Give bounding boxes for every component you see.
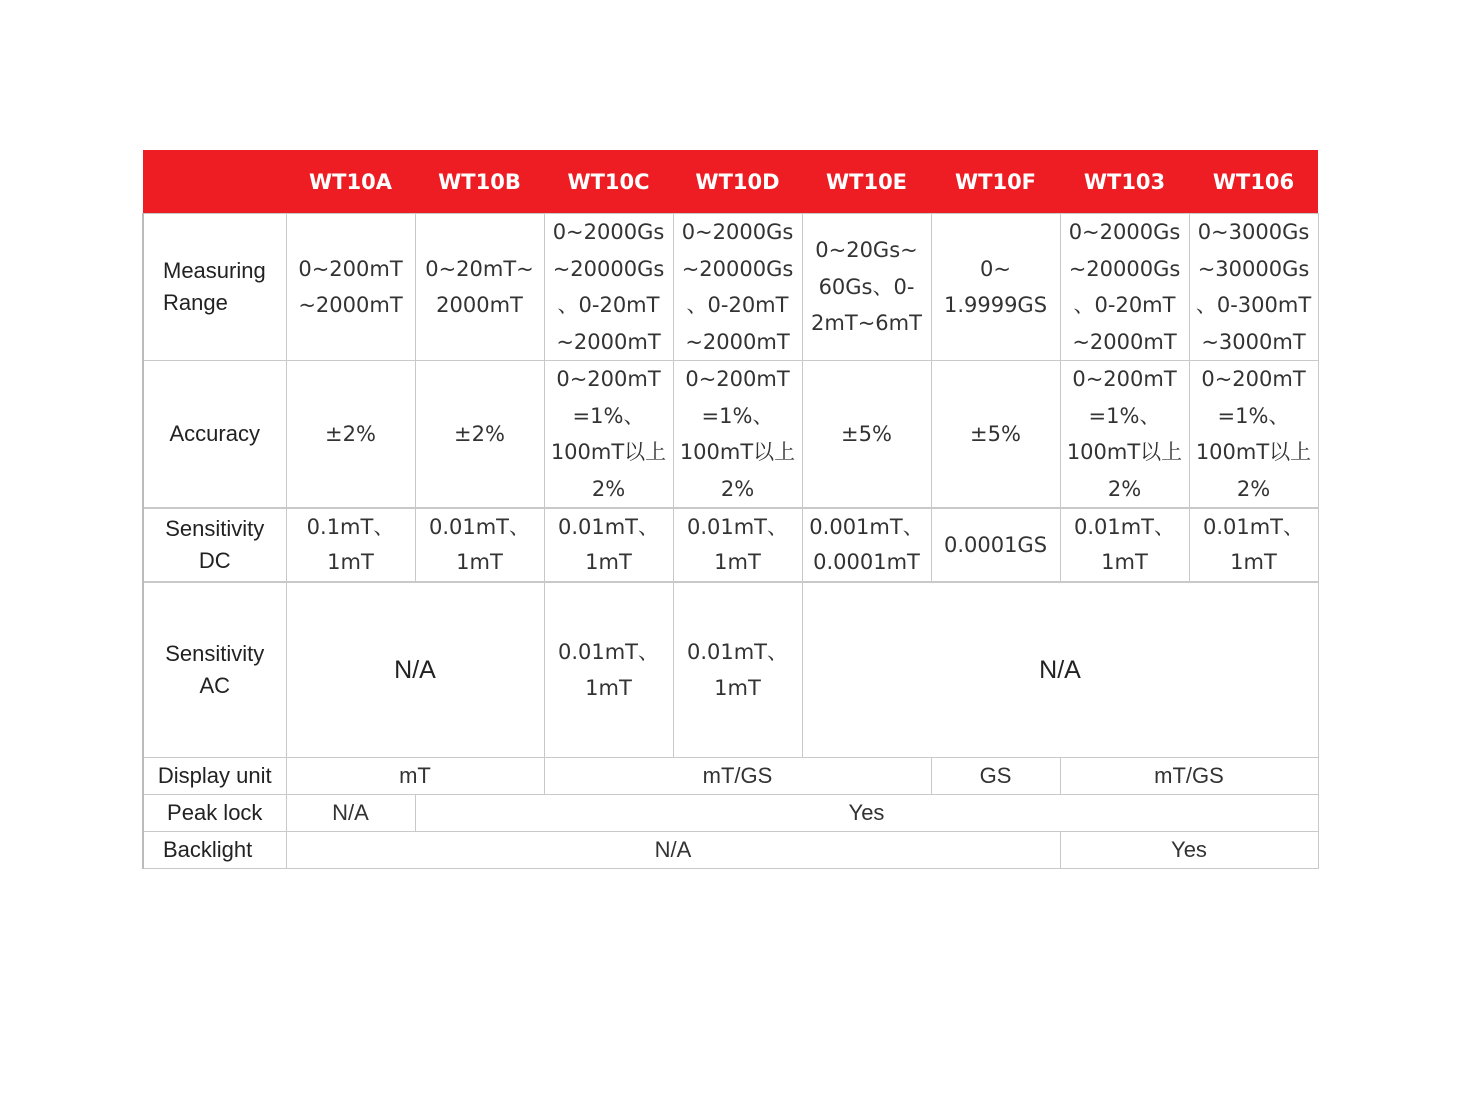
row-label-accuracy: Accuracy <box>143 361 286 509</box>
row-label-backlight: Backlight <box>143 832 286 869</box>
table-cell: 0.0001GS <box>931 508 1060 582</box>
row-label-sensitivity-ac: Sensitivity AC <box>143 582 286 758</box>
table-cell: N/A <box>286 582 544 758</box>
row-label-display-unit: Display unit <box>143 758 286 795</box>
model-header: WT10E <box>802 150 931 214</box>
table-cell: 0~200mT =1%、 100mT以上 2% <box>1189 361 1318 509</box>
table-cell: ±2% <box>415 361 544 509</box>
peak-lock-row <box>143 795 1318 832</box>
table-cell: 0~200mT ~2000mT <box>286 214 415 361</box>
table-cell: 0.01mT、 1mT <box>673 582 802 758</box>
row-label-measuring-range: Measuring Range <box>143 214 286 361</box>
table-cell: 0.001mT、 0.0001mT <box>802 508 931 582</box>
table-cell: N/A <box>286 832 1060 869</box>
row-label-sensitivity-dc: Sensitivity DC <box>143 508 286 582</box>
table-cell: 0~3000Gs ~30000Gs 、0-300mT ~3000mT <box>1189 214 1318 361</box>
table-cell: 0~2000Gs ~20000Gs 、0-20mT ~2000mT <box>1060 214 1189 361</box>
table-cell: 0.01mT、 1mT <box>544 582 673 758</box>
display-unit-row <box>143 758 1318 795</box>
header-row <box>143 150 1318 214</box>
sensitivity-ac-row <box>143 582 1318 758</box>
model-header: WT10F <box>931 150 1060 214</box>
table-cell: 0.01mT、 1mT <box>544 508 673 582</box>
table-cell: 0~2000Gs ~20000Gs 、0-20mT ~2000mT <box>673 214 802 361</box>
table-cell: Yes <box>1060 832 1318 869</box>
backlight-row <box>143 832 1318 869</box>
model-header: WT10C <box>544 150 673 214</box>
model-header: WT10A <box>286 150 415 214</box>
table-cell: N/A <box>286 795 415 832</box>
table-cell: ±2% <box>286 361 415 509</box>
model-header: WT106 <box>1189 150 1318 214</box>
table-cell: N/A <box>802 582 1318 758</box>
table-cell: 0~20Gs~ 60Gs、0- 2mT~6mT <box>802 214 931 361</box>
accuracy-row <box>143 361 1318 509</box>
table-cell: 0.01mT、 1mT <box>1060 508 1189 582</box>
table-cell: mT/GS <box>544 758 931 795</box>
table-cell: 0~200mT =1%、 100mT以上 2% <box>673 361 802 509</box>
table-cell: 0.01mT、 1mT <box>673 508 802 582</box>
table-cell: ±5% <box>802 361 931 509</box>
table-cell: 0.01mT、 1mT <box>1189 508 1318 582</box>
table-cell: mT <box>286 758 544 795</box>
table-cell: 0.01mT、 1mT <box>415 508 544 582</box>
measuring-range-row <box>143 214 1318 361</box>
table-cell: 0.1mT、 1mT <box>286 508 415 582</box>
sensitivity-dc-row <box>143 508 1318 582</box>
row-label-peak-lock: Peak lock <box>143 795 286 832</box>
spec-comparison-table <box>142 150 1319 869</box>
table-cell: ±5% <box>931 361 1060 509</box>
table-cell: 0~200mT =1%、 100mT以上 2% <box>544 361 673 509</box>
table-cell: GS <box>931 758 1060 795</box>
table-cell: 0~2000Gs ~20000Gs 、0-20mT ~2000mT <box>544 214 673 361</box>
model-header: WT103 <box>1060 150 1189 214</box>
model-header: WT10D <box>673 150 802 214</box>
table-cell: 0~200mT =1%、 100mT以上 2% <box>1060 361 1189 509</box>
table-cell: 0~ 1.9999GS <box>931 214 1060 361</box>
table-cell: Yes <box>415 795 1318 832</box>
table-cell: mT/GS <box>1060 758 1318 795</box>
table-cell: 0~20mT~ 2000mT <box>415 214 544 361</box>
header-corner <box>143 150 286 214</box>
model-header: WT10B <box>415 150 544 214</box>
